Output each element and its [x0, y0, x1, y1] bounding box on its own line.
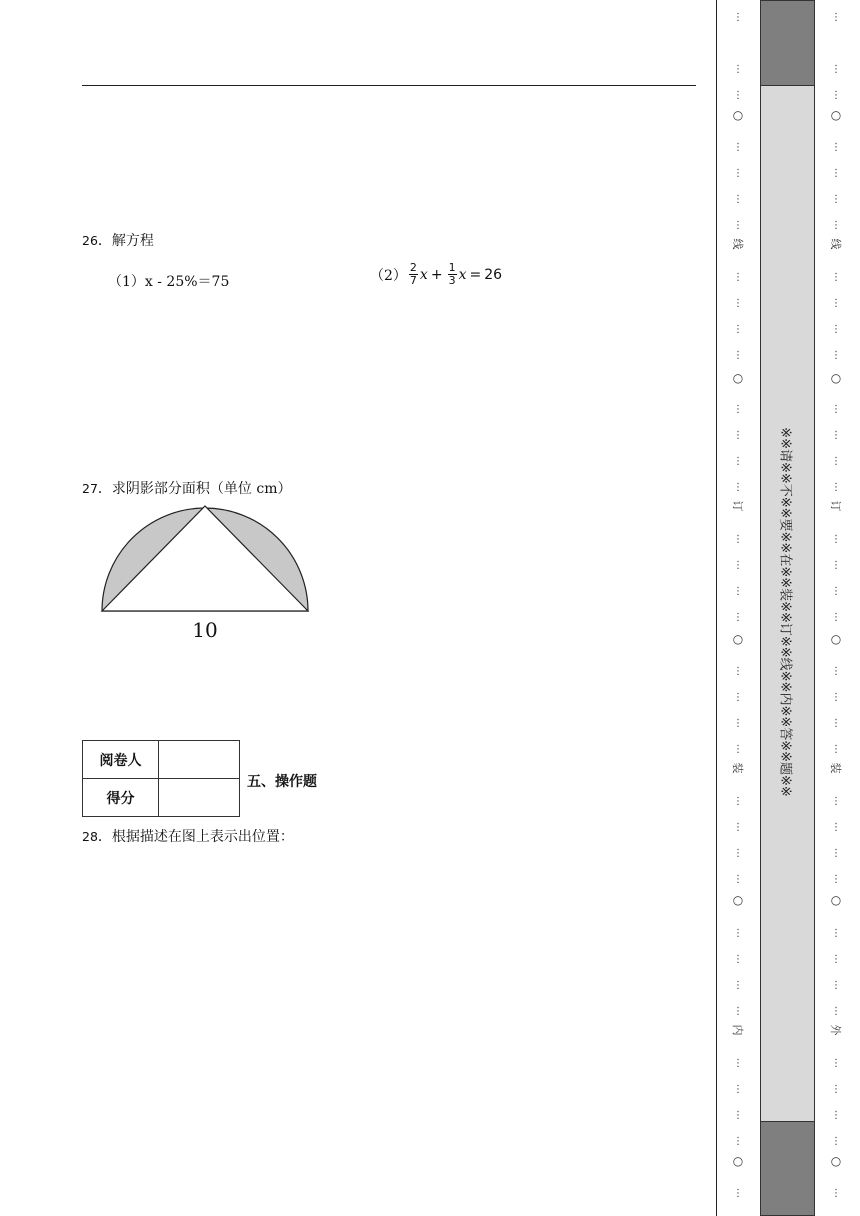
score-label: 得分	[83, 779, 159, 817]
outer-binding-circle-mark: ○	[830, 108, 842, 122]
inner-binding-dots: ⋮	[733, 744, 743, 755]
outer-binding-dots: ⋮	[831, 1188, 841, 1199]
inner-binding-dots: ⋮	[733, 822, 743, 833]
outer-binding-dots: ⋮	[831, 298, 841, 309]
outer-binding-dots: ⋮	[831, 324, 841, 335]
outer-binding-dots: ⋮	[831, 1006, 841, 1017]
inner-binding-dots: ⋮	[733, 1136, 743, 1147]
inner-binding-dots: ⋮	[733, 194, 743, 205]
outer-binding-dots: ⋮	[831, 1110, 841, 1121]
inner-binding-label: 内	[731, 1024, 744, 1036]
outer-binding-dots: ⋮	[831, 482, 841, 493]
inner-binding-dots: ⋮	[733, 456, 743, 467]
outer-binding-dots: ⋮	[831, 194, 841, 205]
question-27: 27．求阴影部分面积（单位 cm）	[82, 481, 292, 497]
outer-binding-dots: ⋮	[831, 456, 841, 467]
question-number: 26	[82, 233, 98, 248]
equals-sign: =	[469, 266, 482, 283]
semicircle-figure	[96, 498, 316, 648]
equation-2	[370, 262, 502, 287]
outer-binding-dots: ⋮	[831, 220, 841, 231]
inner-binding-dots: ⋮	[733, 272, 743, 283]
inner-binding-column	[727, 0, 749, 1216]
outer-binding-circle-mark: ○	[830, 893, 842, 907]
outer-binding-dots: ⋮	[831, 928, 841, 939]
inner-binding-dots: ⋮	[733, 560, 743, 571]
binding-band-top	[760, 0, 815, 86]
inner-binding-label: 订	[731, 500, 744, 512]
score-table	[82, 740, 240, 817]
question-title: 求阴影部分面积（单位 cm）	[111, 481, 292, 497]
inner-binding-circle-mark: ○	[732, 108, 744, 122]
inner-binding-dots: ⋮	[733, 534, 743, 545]
question-28: 28．根据描述在图上表示出位置：	[82, 829, 294, 845]
binding-band-bottom	[760, 1121, 815, 1216]
inner-binding-dots: ⋮	[733, 168, 743, 179]
outer-binding-label: 外	[829, 1024, 842, 1036]
equation-1: （1）x - 25%＝75	[108, 274, 230, 290]
outer-binding-dots: ⋮	[831, 666, 841, 677]
inner-binding-dots: ⋮	[733, 1084, 743, 1095]
outer-binding-dots: ⋮	[831, 718, 841, 729]
outer-binding-dots: ⋮	[831, 168, 841, 179]
inner-binding-dots: ⋮	[733, 90, 743, 101]
outer-binding-label: 订	[829, 500, 842, 512]
outer-binding-dots: ⋮	[831, 534, 841, 545]
outer-binding-circle-mark: ○	[830, 1154, 842, 1168]
reviewer-cell[interactable]	[159, 741, 240, 779]
outer-binding-dots: ⋮	[831, 1058, 841, 1069]
question-number: 27	[82, 481, 98, 496]
outer-binding-dots: ⋮	[831, 430, 841, 441]
equation-2-prefix: （2）	[370, 267, 407, 284]
inner-binding-dots: ⋮	[733, 12, 743, 23]
inner-binding-dots: ⋮	[733, 482, 743, 493]
diameter-label: 10	[192, 618, 218, 642]
outer-binding-dots: ⋮	[831, 12, 841, 23]
outer-binding-dots: ⋮	[831, 692, 841, 703]
outer-binding-dots: ⋮	[831, 560, 841, 571]
inner-binding-label: 线	[731, 238, 744, 250]
inner-binding-circle-mark: ○	[732, 371, 744, 385]
inner-binding-dots: ⋮	[733, 848, 743, 859]
outer-binding-dots: ⋮	[831, 822, 841, 833]
outer-binding-dots: ⋮	[831, 954, 841, 965]
outer-binding-dots: ⋮	[831, 1136, 841, 1147]
inner-binding-dots: ⋮	[733, 874, 743, 885]
inner-binding-dots: ⋮	[733, 142, 743, 153]
outer-binding-dots: ⋮	[831, 404, 841, 415]
outer-binding-dots: ⋮	[831, 980, 841, 991]
fraction-1-3: $\frac{1}{3}$	[448, 261, 456, 287]
inner-binding-dots: ⋮	[733, 718, 743, 729]
variable-x: x	[419, 266, 428, 283]
plus-sign: +	[430, 266, 443, 283]
outer-binding-dots: ⋮	[831, 796, 841, 807]
outer-binding-dots: ⋮	[831, 142, 841, 153]
binding-line	[716, 0, 717, 1216]
outer-binding-column	[825, 0, 847, 1216]
outer-binding-dots: ⋮	[831, 1084, 841, 1095]
outer-binding-circle-mark: ○	[830, 632, 842, 646]
outer-binding-dots: ⋮	[831, 350, 841, 361]
outer-binding-dots: ⋮	[831, 64, 841, 75]
inner-binding-dots: ⋮	[733, 350, 743, 361]
inner-binding-dots: ⋮	[733, 1058, 743, 1069]
equation-2-rhs: 26	[484, 266, 503, 283]
outer-binding-dots: ⋮	[831, 586, 841, 597]
outer-binding-dots: ⋮	[831, 612, 841, 623]
outer-binding-dots: ⋮	[831, 744, 841, 755]
score-cell[interactable]	[159, 779, 240, 817]
outer-binding-dots: ⋮	[831, 848, 841, 859]
inner-binding-dots: ⋮	[733, 954, 743, 965]
inner-binding-dots: ⋮	[733, 298, 743, 309]
inner-binding-dots: ⋮	[733, 796, 743, 807]
inner-binding-dots: ⋮	[733, 1006, 743, 1017]
section-title: 五、操作题	[247, 774, 317, 790]
inner-binding-dots: ⋮	[733, 692, 743, 703]
question-title: 根据描述在图上表示出位置：	[111, 829, 294, 845]
inner-binding-circle-mark: ○	[732, 632, 744, 646]
question-26: 26．解方程	[82, 233, 154, 249]
inner-binding-label: 装	[731, 762, 744, 774]
inner-binding-dots: ⋮	[733, 586, 743, 597]
inner-binding-dots: ⋮	[733, 220, 743, 231]
reviewer-label: 阅卷人	[83, 741, 159, 779]
outer-binding-label: 线	[829, 238, 842, 250]
inner-binding-dots: ⋮	[733, 1188, 743, 1199]
inner-binding-dots: ⋮	[733, 430, 743, 441]
inner-binding-dots: ⋮	[733, 612, 743, 623]
inner-binding-circle-mark: ○	[732, 893, 744, 907]
outer-binding-dots: ⋮	[831, 874, 841, 885]
outer-binding-dots: ⋮	[831, 90, 841, 101]
outer-binding-circle-mark: ○	[830, 371, 842, 385]
outer-binding-label: 装	[829, 762, 842, 774]
binding-warning-text: ※※请※※不※※要※※在※※装※※订※※线※※内※※答※※题※※	[777, 427, 793, 797]
inner-binding-dots: ⋮	[733, 324, 743, 335]
inner-binding-circle-mark: ○	[732, 1154, 744, 1168]
inner-binding-dots: ⋮	[733, 666, 743, 677]
inner-binding-dots: ⋮	[733, 1110, 743, 1121]
variable-x: x	[458, 266, 467, 283]
question-title: 解方程	[111, 233, 154, 249]
header-rule	[82, 85, 696, 86]
fraction-2-7: $\frac{2}{7}$	[409, 261, 417, 287]
inner-binding-dots: ⋮	[733, 64, 743, 75]
inner-binding-dots: ⋮	[733, 980, 743, 991]
inner-binding-dots: ⋮	[733, 404, 743, 415]
inner-binding-dots: ⋮	[733, 928, 743, 939]
outer-binding-dots: ⋮	[831, 272, 841, 283]
question-number: 28	[82, 829, 98, 844]
